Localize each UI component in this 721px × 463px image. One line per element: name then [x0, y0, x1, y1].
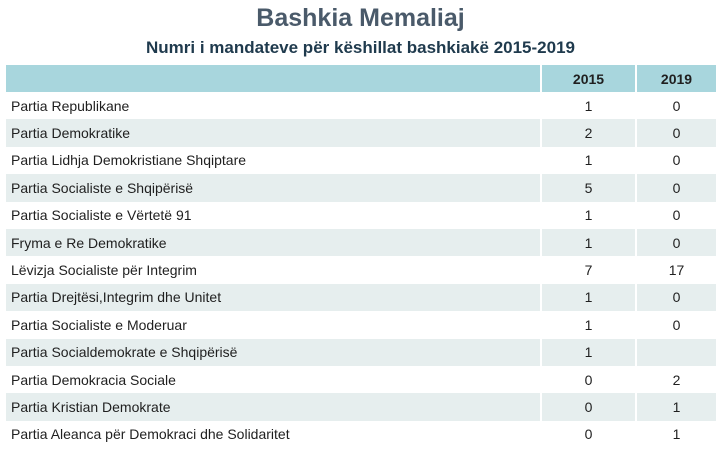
mandates-2015-cell: 1: [540, 147, 635, 174]
party-name-cell: Lëvizja Socialiste për Integrim: [6, 256, 540, 283]
column-header-2015: 2015: [540, 65, 635, 92]
party-name-cell: Partia Socialiste e Moderuar: [6, 311, 540, 338]
page-subtitle: Numri i mandateve për këshillat bashkiakë 2015-2019: [145, 38, 575, 57]
table-row: [6, 92, 716, 119]
party-name-cell: Partia Aleanca për Demokraci dhe Solidaritet: [6, 421, 540, 448]
mandates-2015-cell: 5: [540, 174, 635, 201]
party-name-cell: Partia Drejtësi,Integrim dhe Unitet: [6, 284, 540, 311]
mandates-2015-cell: 2: [540, 119, 635, 146]
party-name-cell: Partia Socialiste e Vërtetë 91: [6, 202, 540, 229]
mandates-2015-cell: 0: [540, 393, 635, 420]
table-row: [6, 311, 716, 338]
table-row: [6, 256, 716, 283]
party-name-cell: Partia Republikane: [6, 92, 540, 119]
mandates-2019-cell: 1: [635, 393, 716, 420]
mandates-2019-cell: [635, 339, 716, 366]
table-row: [6, 339, 716, 366]
mandates-2015-cell: 1: [540, 284, 635, 311]
mandates-2019-cell: 2: [635, 366, 716, 393]
mandates-2019-cell: 0: [635, 202, 716, 229]
table-row: [6, 229, 716, 256]
mandates-2019-cell: 0: [635, 92, 716, 119]
mandates-2015-cell: 1: [540, 311, 635, 338]
mandates-2019-cell: 0: [635, 229, 716, 256]
mandates-2019-cell: 0: [635, 147, 716, 174]
table-row: [6, 284, 716, 311]
table-row: [6, 202, 716, 229]
mandates-2019-cell: 0: [635, 174, 716, 201]
table-row: [6, 119, 716, 146]
mandates-2019-cell: 0: [635, 284, 716, 311]
party-name-cell: Partia Lidhja Demokristiane Shqiptare: [6, 147, 540, 174]
table-row: [6, 174, 716, 201]
table-row: [6, 147, 716, 174]
mandates-2015-cell: 0: [540, 366, 635, 393]
party-name-cell: Partia Kristian Demokrate: [6, 393, 540, 420]
mandates-2015-cell: 0: [540, 421, 635, 448]
party-name-cell: Partia Demokracia Sociale: [6, 366, 540, 393]
table-row: [6, 366, 716, 393]
mandates-2015-cell: 1: [540, 92, 635, 119]
mandates-2015-cell: 1: [540, 202, 635, 229]
mandates-2019-cell: 0: [635, 311, 716, 338]
mandates-2019-cell: 17: [635, 256, 716, 283]
mandates-2015-cell: 7: [540, 256, 635, 283]
page-title: Bashkia Memaliaj: [256, 4, 465, 32]
mandates-2015-cell: 1: [540, 339, 635, 366]
party-name-cell: Partia Socialdemokrate e Shqipërisë: [6, 339, 540, 366]
column-header-party: [6, 65, 540, 92]
mandates-2019-cell: 1: [635, 421, 716, 448]
table-row: [6, 421, 716, 448]
table-body: [6, 92, 716, 448]
party-name-cell: Partia Socialiste e Shqipërisë: [6, 174, 540, 201]
table-row: [6, 393, 716, 420]
column-header-2019: 2019: [635, 65, 716, 92]
mandates-table: [6, 65, 716, 448]
table-header-row: [6, 65, 716, 92]
party-name-cell: Fryma e Re Demokratike: [6, 229, 540, 256]
mandates-2015-cell: 1: [540, 229, 635, 256]
party-name-cell: Partia Demokratike: [6, 119, 540, 146]
mandates-2019-cell: 0: [635, 119, 716, 146]
